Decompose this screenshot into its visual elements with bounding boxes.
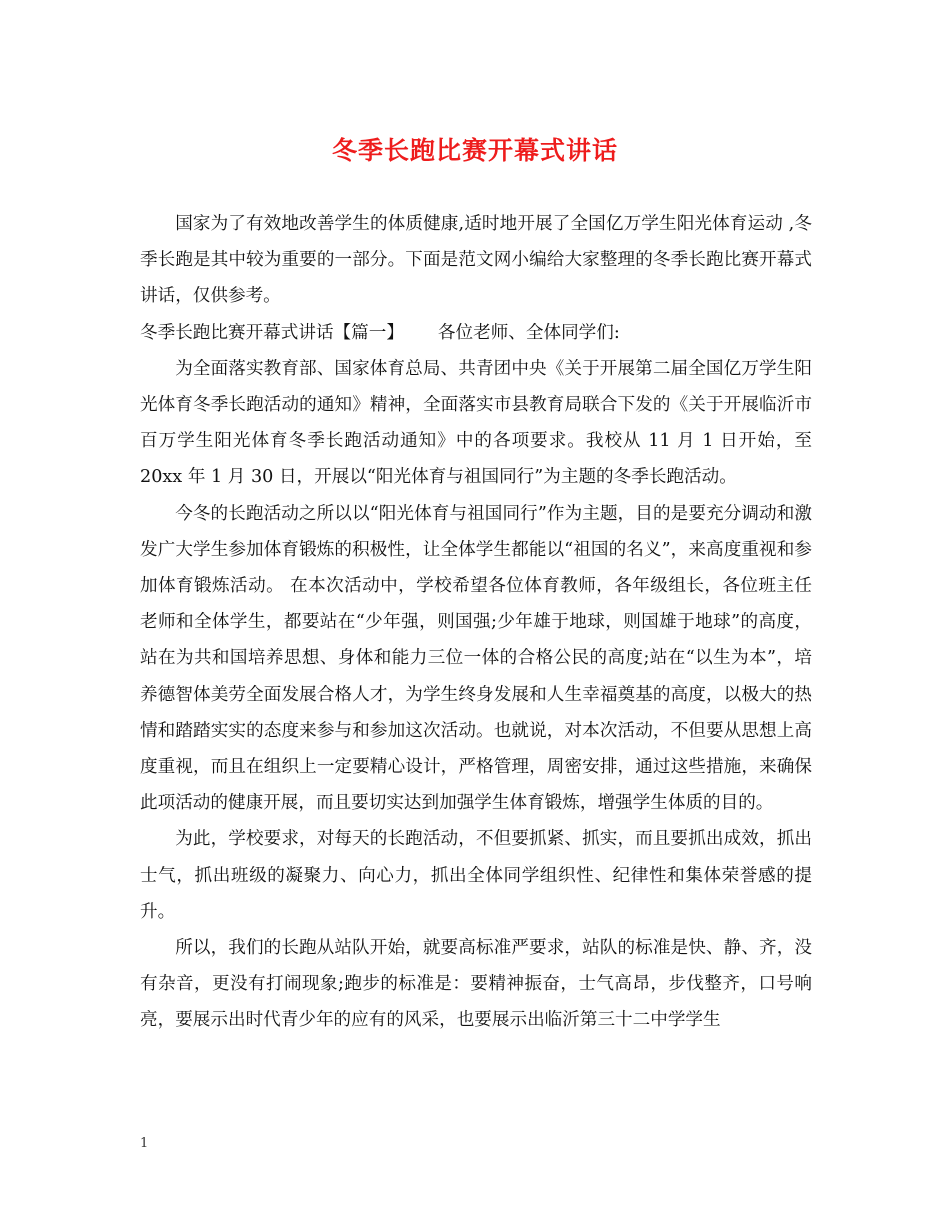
document-body — [140, 206, 812, 1039]
body-paragraph-4: 所以，我们的长跑从站队开始，就要高标准严要求，站队的标准是快、静、齐，没有杂音，更没有打闹现象;跑步的标准是：要精神振奋，士气高昂，步伐整齐，口号响亮，要展示出时代青少年的应有的风采，也要展示出临沂第三十二中学学生 — [140, 938, 812, 1031]
document-title: 冬季长跑比赛开幕式讲话 — [331, 136, 618, 165]
salutation: 各位老师、全体同学们: — [437, 322, 620, 343]
body-paragraph-2: 今冬的长跑活动之所以以“阳光体育与祖国同行”作为主题，目的是要充分调动和激发广大学生参加体育锻炼的积极性，让全体学生都能以“祖国的名义”，来高度重视和参加体育锻炼活动。 在本次活动中，学校希望各位体育教师，各年级组长，各位班主任老师和全体学生，都要站在“少年强，则国强;少年雄于地球，则国雄于地球”的高度，站在为共和国培养思想、身体和能力三位一体的合格公民的高度;站在“以生为本”，培养德智体美劳全面发展合格人才，为学生终身发展和人生幸福奠基的高度，以极大的热情和踏踏实实的态度来参与和参加这次活动。也就说，对本次活动，不但要从思想上高度重视，而且在组织上一定要精心设计，严格管理，周密安排，通过这些措施，来确保此项活动的健康开展，而且要切实达到加强学生体育锻炼，增强学生体质的目的。 — [140, 503, 812, 814]
intro-paragraph: 国家为了有效地改善学生的体质健康,适时地开展了全国亿万学生阳光体育运动 ,冬季长跑是其中较为重要的一部分。下面是范文网小编给大家整理的冬季长跑比赛开幕式讲话，仅供参考。 — [140, 214, 812, 307]
body-paragraph-3: 为此，学校要求，对每天的长跑活动，不但要抓紧、抓实，而且要抓出成效，抓出士气，抓出班级的凝聚力、向心力，抓出全体同学组织性、纪律性和集体荣誉感的提升。 — [140, 829, 812, 922]
section-heading-line — [140, 315, 812, 351]
page-number: 1 — [140, 1136, 149, 1151]
section-heading: 冬季长跑比赛开幕式讲话【篇一】 — [140, 322, 404, 343]
body-paragraph-1: 为全面落实教育部、国家体育总局、共青团中央《关于开展第二届全国亿万学生阳光体育冬季长跑活动的通知》精神，全面落实市县教育局联合下发的《关于开展临沂市百万学生阳光体育冬季长跑活动通知》中的各项要求。我校从 11 月 1 日开始，至 20xx 年 1 月 30 日，开展以“阳光体育与祖国同行”为主题的冬季长跑活动。 — [140, 358, 812, 488]
